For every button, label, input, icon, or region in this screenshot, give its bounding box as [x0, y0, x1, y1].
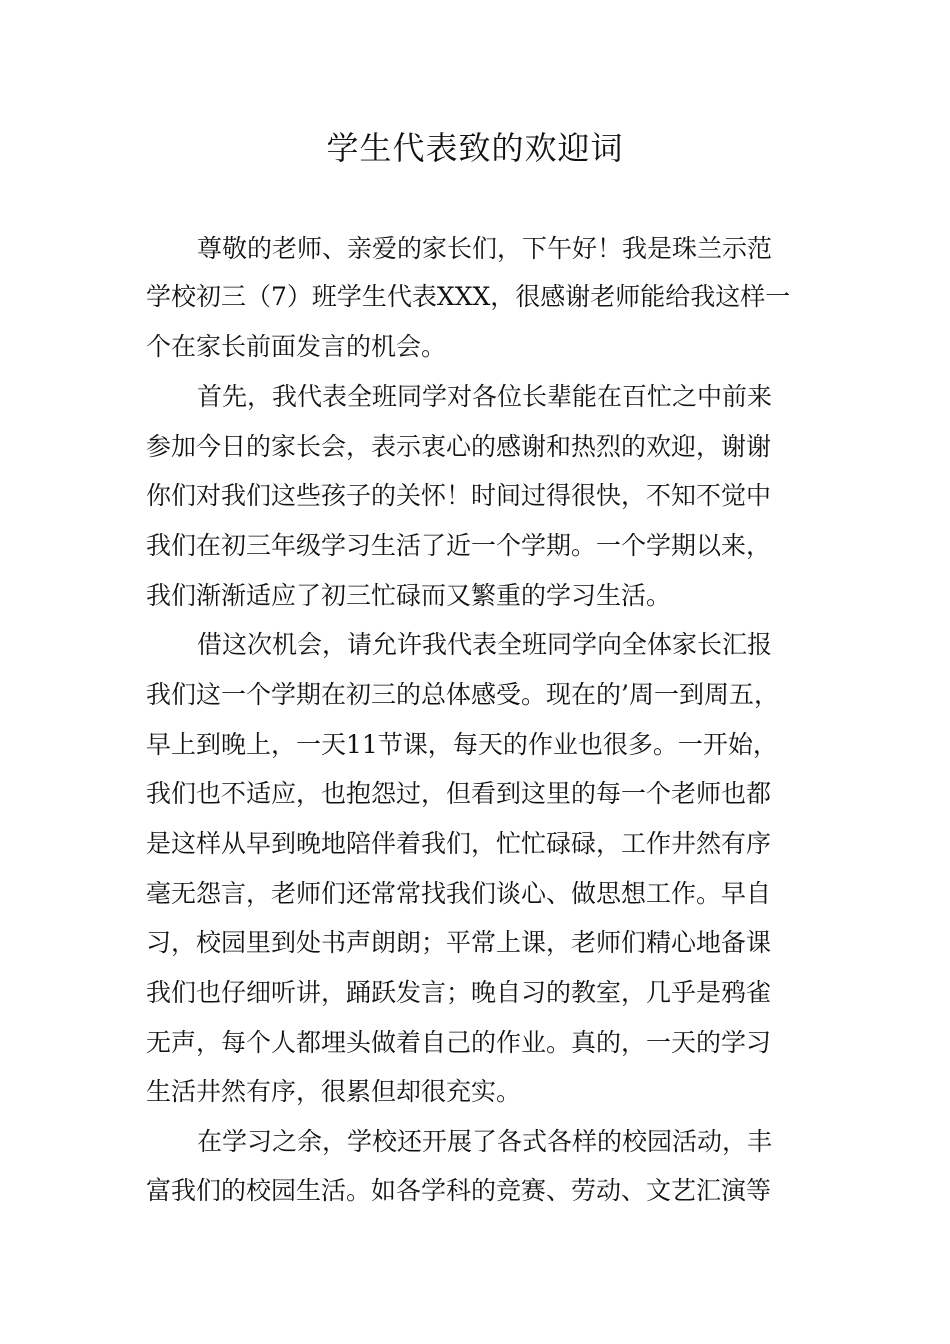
body-line: 我们在初三年级学习生活了近一个学期。一个学期以来，: [146, 531, 772, 560]
body-line: 我们这一个学期在初三的总体感受。现在的’周一到周五，: [146, 680, 779, 709]
body-line: 在学习之余，学校还开展了各式各样的校园活动，丰: [197, 1127, 773, 1156]
body-line: 是这样从早到晚地陪伴着我们，忙忙碌碌，工作井然有序: [146, 829, 772, 858]
body-line: 借这次机会，请允许我代表全班同学向全体家长汇报: [197, 630, 773, 659]
body-line: 毫无怨言，老师们还常常找我们谈心、做思想工作。早自: [146, 879, 772, 908]
body-line: 你们对我们这些孩子的关怀！时间过得很快，不知不觉中: [146, 481, 772, 510]
body-line: 学校初三（7）班学生代表XXX，很感谢老师能给我这样一: [146, 282, 791, 311]
body-line: 参加今日的家长会，表示衷心的感谢和热烈的欢迎，谢谢: [146, 432, 772, 461]
body-line: 习，校园里到处书声朗朗；平常上课，老师们精心地备课: [146, 928, 772, 957]
body-line: 无声，每个人都埋头做着自己的作业。真的，一天的学习: [146, 1028, 772, 1057]
body-line: 首先，我代表全班同学对各位长辈能在百忙之中前来: [197, 382, 773, 411]
document-title: 学生代表致的欢迎词: [326, 129, 624, 167]
body-line: 生活井然有序，很累但却很充实。: [146, 1077, 522, 1106]
body-line: 我们渐渐适应了初三忙碌而又繁重的学习生活。: [146, 581, 672, 610]
body-line: 尊敬的老师、亲爱的家长们，下午好！我是珠兰示范: [197, 234, 773, 263]
body-line: 个在家长前面发言的机会。: [146, 332, 447, 361]
body-line: 我们也仔细听讲，踊跃发言；晚自习的教室，几乎是鸦雀: [146, 978, 772, 1007]
body-line: 早上到晚上，一天11节课，每天的作业也很多。一开始，: [146, 730, 778, 759]
body-line: 富我们的校园生活。如各学科的竞赛、劳动、文艺汇演等: [146, 1176, 772, 1205]
body-line: 我们也不适应，也抱怨过，但看到这里的每一个老师也都: [146, 779, 772, 808]
